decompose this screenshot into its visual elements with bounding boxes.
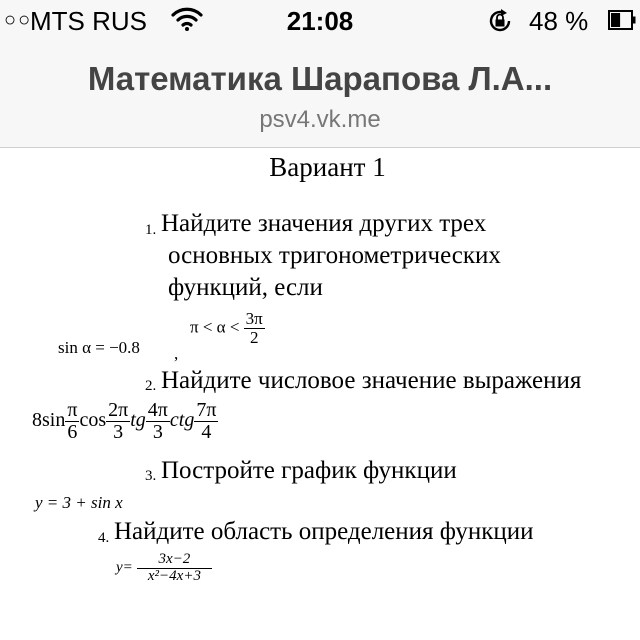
page-title: Математика Шарапова Л.А... bbox=[87, 60, 553, 97]
task-2-fraction-3 bbox=[146, 400, 170, 443]
fraction-2-denominator: 3 bbox=[113, 421, 124, 443]
fraction-2-numerator: 2π bbox=[108, 399, 129, 421]
task-1-line-1: Найдите значения других трех bbox=[161, 210, 487, 237]
fraction-1-numerator: π bbox=[67, 399, 78, 421]
task-2-sin: 8sin bbox=[32, 409, 66, 432]
task-4-expression bbox=[116, 552, 212, 585]
fraction-4-denominator: 4 bbox=[201, 421, 212, 443]
task-1-number: 1. bbox=[145, 222, 157, 238]
rotation-lock-icon bbox=[487, 8, 513, 34]
task-4-y: y= bbox=[116, 559, 133, 576]
task-4-text: Найдите область определения функции bbox=[114, 518, 534, 545]
fraction-1-denominator: 6 bbox=[67, 421, 78, 443]
task-2-expression bbox=[32, 400, 218, 443]
task-2-text: Найдите числовое значение выражения bbox=[161, 367, 582, 394]
task-1-range bbox=[190, 310, 265, 347]
task-1-range-denominator: 2 bbox=[249, 327, 259, 347]
status-bar bbox=[0, 0, 640, 42]
browser-header[interactable] bbox=[0, 42, 640, 148]
signal-strength-icon: ○○ bbox=[4, 9, 33, 31]
task-1-range-fraction bbox=[244, 310, 265, 347]
fraction-3-numerator: 4π bbox=[147, 399, 168, 421]
task-1-line-2: основных тригонометрических bbox=[168, 242, 501, 269]
variant-heading: Вариант 1 bbox=[269, 152, 386, 182]
fraction-3-denominator: 3 bbox=[152, 421, 163, 443]
task-2-number: 2. bbox=[145, 378, 157, 394]
fraction-4-numerator: 7π bbox=[196, 399, 217, 421]
task-4-number: 4. bbox=[98, 530, 110, 546]
task-2-fraction-2 bbox=[106, 400, 130, 443]
task-1-condition: sin α = −0.8 bbox=[58, 338, 140, 357]
carrier-name: MTS RUS bbox=[30, 6, 147, 36]
task-2-ctg: ctg bbox=[169, 409, 195, 432]
task-3-text: Постройте график функции bbox=[161, 457, 457, 484]
task-1-range-numerator: 3π bbox=[245, 309, 263, 328]
task-1-line-3: функций, если bbox=[168, 274, 323, 301]
task-4-fraction bbox=[137, 552, 213, 585]
clock: 21:08 bbox=[286, 6, 354, 36]
task-2-fraction-1 bbox=[65, 400, 79, 443]
battery-icon bbox=[608, 10, 636, 30]
task-3-number: 3. bbox=[145, 468, 157, 484]
battery-percent: 48 % bbox=[529, 6, 589, 36]
task-1-range-left: π < α < bbox=[190, 317, 240, 337]
task-4-numerator: 3x−2 bbox=[137, 552, 213, 569]
task-4-denominator: x²−4x+3 bbox=[147, 567, 201, 584]
task-1-comma: , bbox=[174, 344, 179, 363]
page-url[interactable]: psv4.vk.me bbox=[259, 106, 381, 133]
task-2-cos: cos bbox=[79, 409, 107, 432]
task-2-tg: tg bbox=[130, 409, 146, 432]
task-3-expression: y = 3 + sin x bbox=[35, 493, 123, 512]
task-2-fraction-4 bbox=[194, 400, 218, 443]
document-content bbox=[0, 148, 640, 640]
